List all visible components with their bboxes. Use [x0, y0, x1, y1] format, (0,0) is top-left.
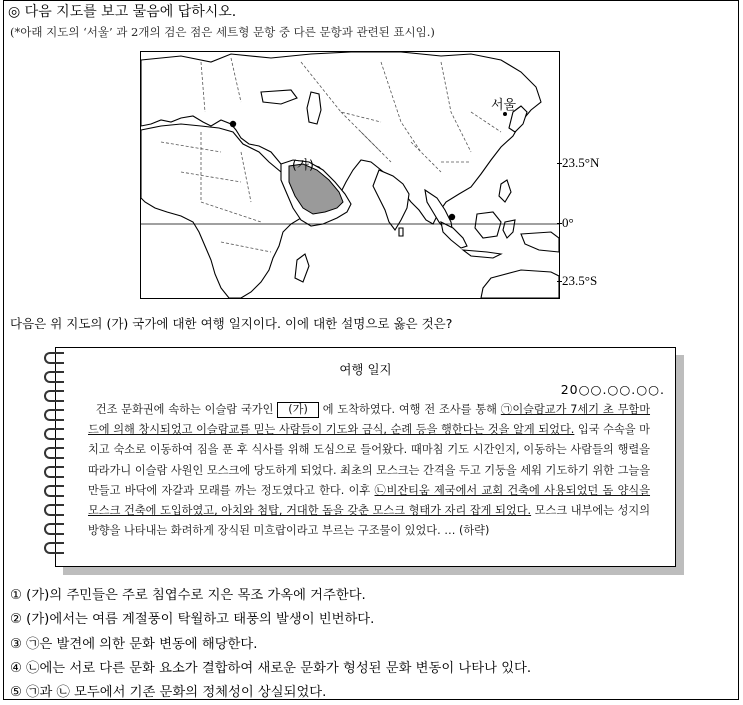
spiral-ring — [44, 409, 64, 421]
question-title: ◎ 다음 지도를 보고 물음에 답하시오. — [8, 4, 237, 20]
sumatra — [441, 222, 467, 248]
spiral-ring — [44, 428, 64, 440]
option-5[interactable]: ⑤ ㉠과 ㉡ 모두에서 기존 문화의 정체성이 상실되었다. — [10, 685, 327, 701]
borneo — [475, 212, 501, 238]
option-4[interactable]: ④ ㉡에는 서로 다른 문화 요소가 결합하여 새로운 문화가 형성된 문화 변동이 나타나 있다. — [10, 660, 532, 676]
madagascar — [295, 254, 309, 282]
philippines — [499, 180, 511, 202]
spiral-ring — [44, 523, 64, 535]
question-note: (*아래 지도의 ‘서울’ 과 2개의 검은 점은 세트형 문항 중 다른 문항과 관련된 표시임.) — [10, 25, 435, 39]
option-1[interactable]: ① (가)의 주민들은 주로 침엽수로 지은 목조 가옥에 거주한다. — [10, 588, 366, 603]
spiral-ring — [44, 485, 64, 497]
map-dot-west — [230, 121, 236, 127]
diary-body — [88, 400, 650, 541]
spiral-ring — [44, 542, 64, 554]
diary-text-2: 에 도착하였다. 여행 전 조사를 통해 — [322, 403, 497, 416]
diary-date: 20○○.○○.○○. — [560, 382, 665, 397]
lat-zero-label: 0° — [562, 215, 574, 230]
australia — [481, 270, 559, 298]
spiral-ring — [44, 504, 64, 516]
diary-underline-2: ㉡비잔티움 제국에서 교회 건축에 사용되었던 돔 양식을 모스크 건축에 도입하였고, 아치와 첨탑, 거대한 돔을 갖춘 모스크 형태가 자리 잡게 되었다. — [88, 483, 651, 518]
java — [463, 250, 501, 258]
world-map — [140, 51, 560, 299]
option-2[interactable]: ② (가)에서는 여름 계절풍이 탁월하고 태풍의 발생이 빈번하다. — [10, 612, 375, 628]
map-label-seoul: 서울 — [491, 98, 517, 113]
lat-south-label: 23.5°S — [562, 273, 598, 288]
answer-options — [10, 584, 531, 705]
option-3[interactable]: ③ ㉠은 발견에 의한 문화 변동에 해당한다. — [10, 636, 258, 652]
map-dot-east — [449, 214, 455, 220]
lat-north-label: 23.5°N — [562, 155, 600, 170]
sri-lanka — [399, 228, 403, 236]
diary-text-4: 모스크 내부에는 성지의 방향을 나타내는 화려하게 장식된 미흐랍이라고 부르는 구조물이 있었다. … (하략) — [88, 504, 650, 538]
diary-box-ga: (가) — [277, 402, 319, 418]
spiral-ring — [44, 447, 64, 459]
diary-underline-1: ㉠이슬람교가 7세기 초 무함마드에 의해 창시되었고 이슬람교를 믿는 사람들이 기도와 금식, 순례 등을 행한다는 것을 알게 되었다. — [88, 403, 651, 437]
new-guinea — [521, 232, 559, 252]
question-prompt: 다음은 위 지도의 (가) 국가에 대한 여행 일지이다. 이에 대한 설명으로 옳은 것은? — [10, 316, 453, 331]
spiral-ring — [44, 352, 64, 364]
spiral-ring — [44, 371, 64, 383]
map-svg — [141, 52, 559, 298]
spiral-ring — [44, 390, 64, 402]
diary-text-1: 건조 문화권에 속하는 이슬람 국가인 — [95, 403, 274, 416]
map-label-ga: (가) — [292, 157, 314, 172]
spiral-ring — [44, 466, 64, 478]
travel-diary — [55, 347, 676, 567]
diary-text-3: 입국 수속을 마치고 숙소로 이동하여 짐을 푼 후 식사를 위해 도심으로 들어왔다. 때마침 기도 시간인지, 이동하는 사람들의 행렬을 따라가니 이슬람 사원인 모스크에 당도하게 되었다. 최초의 모스크는 간격을 두고 기둥을 세워 기도하기 위한 그늘을 만들고 바닥에 자갈과 모래를 까는 정도였다고 한다. 이후 — [88, 423, 650, 497]
diary-title: 여행 일지 — [339, 362, 392, 377]
sulawesi — [503, 220, 515, 238]
